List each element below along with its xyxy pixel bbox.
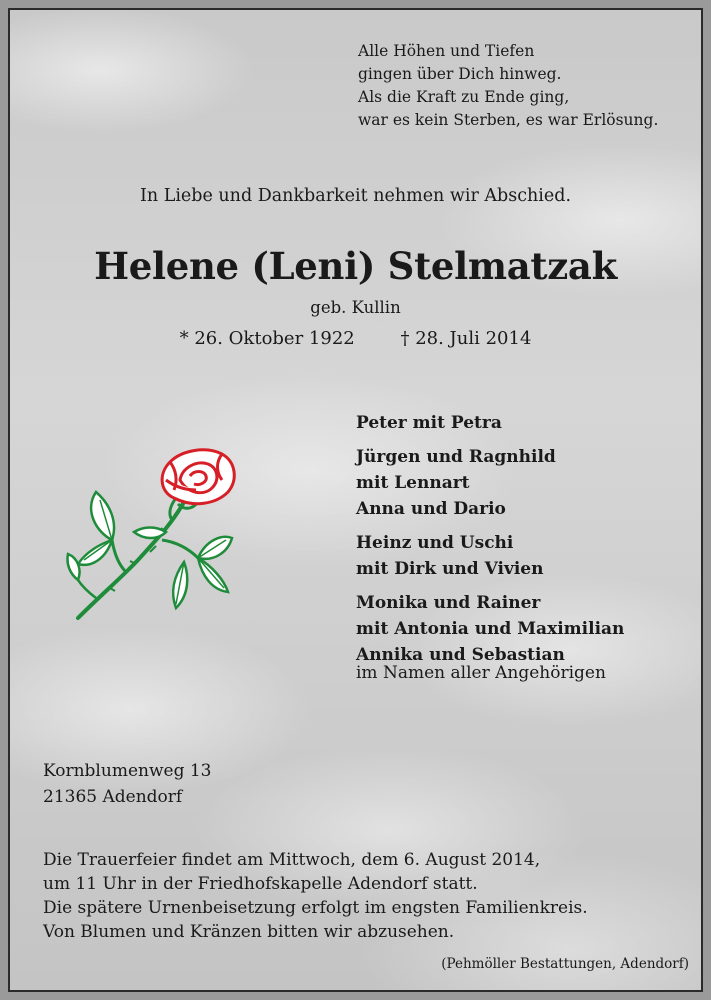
mourners-list <box>356 410 624 694</box>
poem-line: Alle Höhen und Tiefen <box>358 42 535 60</box>
address-block <box>43 758 211 810</box>
mourner-line: Anna und Dario <box>356 499 506 519</box>
deceased-name: Helene (Leni) Stelmatzak <box>94 244 617 288</box>
mourner-line: Jürgen und Ragnhild <box>356 447 556 467</box>
mourner-line: mit Antonia und Maximilian <box>356 619 625 639</box>
obituary-notice <box>8 8 703 992</box>
funeral-line: Von Blumen und Kränzen bitten wir abzusehen. <box>43 922 455 942</box>
death-date: † 28. Juli 2014 <box>400 328 532 349</box>
funeral-line: Die spätere Urnenbeisetzung erfolgt im engsten Familienkreis. <box>43 898 588 918</box>
rose-leaf <box>134 528 166 539</box>
on-behalf-line: im Namen aller Angehörigen <box>356 663 606 683</box>
red-rose-icon <box>66 440 238 626</box>
mourner-line: Monika und Rainer <box>356 593 541 613</box>
mourner-line: Peter mit Petra <box>356 413 502 433</box>
birth-date: * 26. Oktober 1922 <box>179 328 355 349</box>
mourner-line: mit Dirk und Vivien <box>356 559 544 579</box>
undertaker-credit: (Pehmöller Bestattungen, Adendorf) <box>441 956 689 972</box>
mourner-group <box>356 590 624 686</box>
address-street: Kornblumenweg 13 <box>43 761 212 781</box>
poem-line: gingen über Dich hinweg. <box>358 65 562 83</box>
funeral-line: Die Trauerfeier findet am Mittwoch, dem 6. August 2014, <box>43 850 541 870</box>
mourner-group <box>356 410 624 436</box>
mourner-line: Heinz und Uschi <box>356 533 514 553</box>
life-dates <box>10 328 701 349</box>
mourner-group <box>356 530 624 582</box>
intro-text: In Liebe und Dankbarkeit nehmen wir Abschied. <box>139 186 572 206</box>
poem-line: Als die Kraft zu Ende ging, <box>358 88 570 106</box>
address-city: 21365 Adendorf <box>43 787 183 807</box>
funeral-info <box>43 848 588 944</box>
mourner-line: mit Lennart <box>356 473 470 493</box>
mourner-line: Annika und Sebastian <box>356 645 565 665</box>
birth-name: geb. Kullin <box>310 298 401 317</box>
funeral-line: um 11 Uhr in der Friedhofskapelle Adendorf statt. <box>43 874 478 894</box>
poem-line: war es kein Sterben, es war Erlösung. <box>358 111 659 129</box>
poem <box>358 40 658 132</box>
mourner-group <box>356 444 624 522</box>
rose-leaf <box>67 554 79 580</box>
